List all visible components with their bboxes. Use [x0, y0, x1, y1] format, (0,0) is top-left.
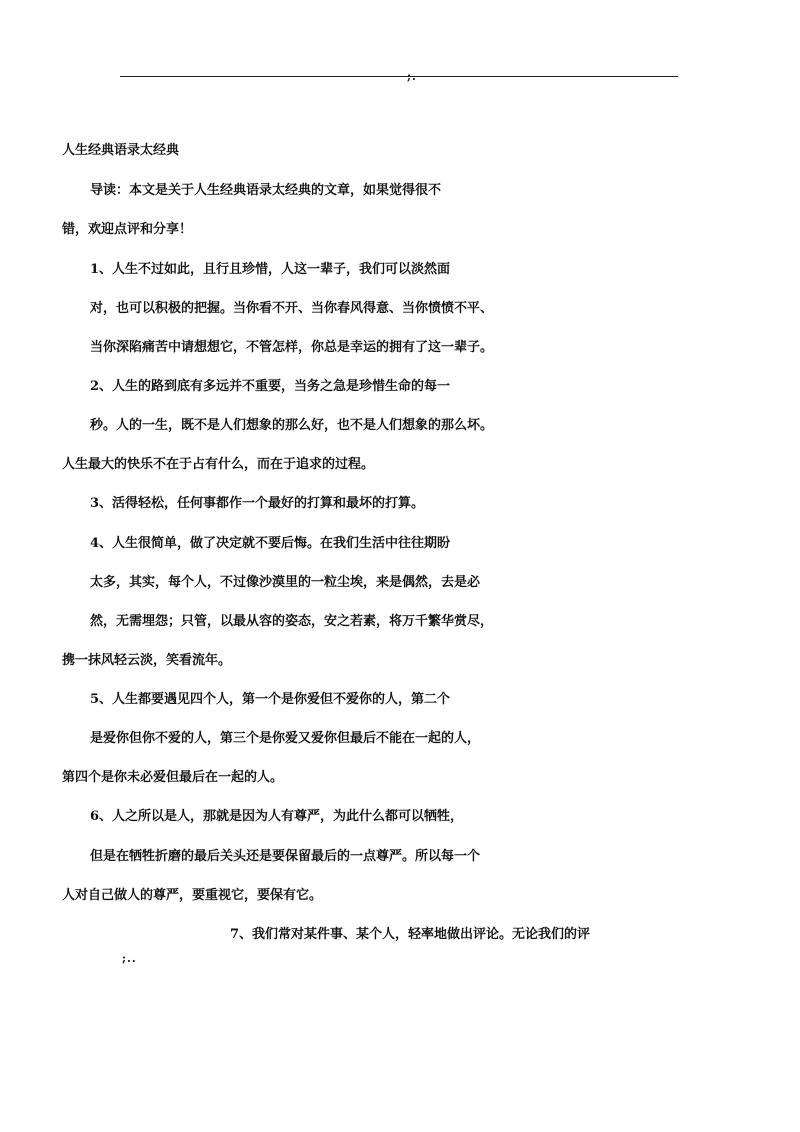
- document-title: 人生经典语录太经典: [62, 143, 180, 158]
- paragraph-line: 人对自己做人的尊严，要重视它，要保有它。: [62, 888, 323, 903]
- header-rule: [120, 76, 678, 77]
- paragraph-line: 是爱你但你不爱的人，第三个是你爱又爱你但最后不能在一起的人，: [90, 731, 481, 746]
- paragraph-line: 然，无需埋怨；只管，以最从容的姿态，安之若素，将万千繁华赏尽，: [90, 614, 494, 629]
- paragraph-line: 6、人之所以是人，那就是因为人有尊严，为此什么都可以牺牲，: [90, 809, 464, 824]
- paragraph-line: 3、活得轻松，任何事都作一个最好的打算和最坏的打算。: [90, 496, 425, 511]
- header-mark: ;.: [407, 70, 417, 83]
- paragraph-line: 1、人生不过如此，且行且珍惜，人这一辈子，我们可以淡然面: [90, 262, 451, 277]
- paragraph-line: 7、我们常对某件事、某个人，轻率地做出评论。无论我们的评: [230, 927, 591, 942]
- paragraph-line: 4、人生很简单，做了决定就不要后悔。在我们生活中往往期盼: [90, 536, 451, 551]
- paragraph-line: 人生最大的快乐不在于占有什么，而在于追求的过程。: [62, 457, 375, 472]
- paragraph-line: 但是在牺牲折磨的最后关头还是要保留最后的一点尊严。所以每一个: [90, 849, 481, 864]
- paragraph-line: 导读：本文是关于人生经典语录太经典的文章，如果觉得很不: [90, 183, 442, 198]
- footer-mark: ;..: [122, 952, 137, 965]
- paragraph-line: 5、人生都要遇见四个人，第一个是你爱但不爱你的人，第二个: [90, 692, 451, 707]
- paragraph-line: 太多，其实，每个人，不过像沙漠里的一粒尘埃，来是偶然，去是必: [90, 575, 481, 590]
- paragraph-line: 错，欢迎点评和分享！: [62, 222, 193, 237]
- paragraph-line: 第四个是你未必爱但最后在一起的人。: [62, 770, 284, 785]
- paragraph-line: 秒。人的一生，既不是人们想象的那么好，也不是人们想象的那么坏。: [90, 418, 494, 433]
- paragraph-line: 当你深陷痛苦中请想想它，不管怎样，你总是幸运的拥有了这一辈子。: [90, 340, 494, 355]
- paragraph-line: 对，也可以积极的把握。当你看不开、当你春风得意、当你愤愤不平、: [90, 301, 494, 316]
- paragraph-line: 携一抹风轻云淡，笑看流年。: [62, 653, 232, 668]
- paragraph-line: 2、人生的路到底有多远并不重要，当务之急是珍惜生命的每一: [90, 379, 451, 394]
